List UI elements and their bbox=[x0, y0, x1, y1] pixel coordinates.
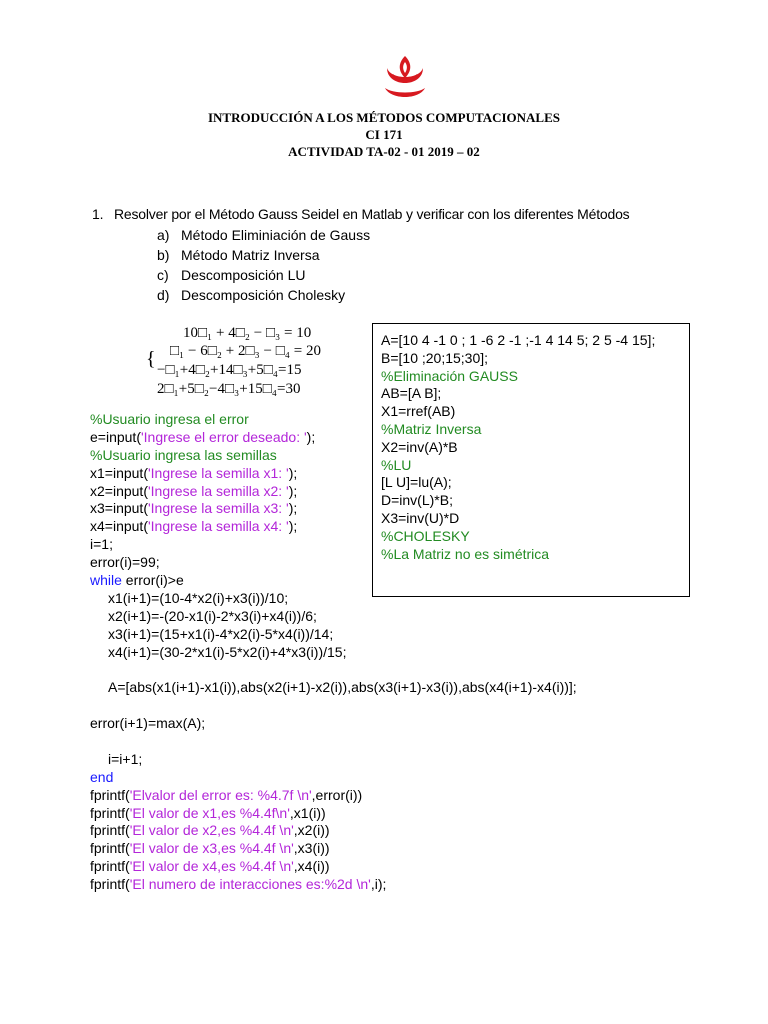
code-keyword: end bbox=[90, 768, 114, 785]
code-line: x4(i+1)=(30-2*x1(i)-5*x2(i)+4*x3(i))/15; bbox=[108, 643, 347, 660]
equation-3: −□₁+4□₂+14□₃+5□₄=15 bbox=[157, 362, 302, 378]
code-line: A=[10 4 -1 0 ; 1 -6 2 -1 ;-1 4 14 5; 2 5 -4 15]; bbox=[381, 332, 656, 348]
code-text: fprintf( bbox=[90, 840, 130, 857]
code-text: fprintf( bbox=[90, 822, 130, 839]
code-comment: %Usuario ingresa las semillas bbox=[90, 446, 277, 463]
code-text: ,x4(i)) bbox=[293, 858, 330, 875]
option-text: Descomposición Cholesky bbox=[181, 287, 346, 303]
code-line bbox=[90, 822, 577, 840]
code-line bbox=[90, 429, 577, 447]
code-text: x3=input( bbox=[90, 500, 148, 517]
code-line: X2=inv(A)*B bbox=[381, 438, 458, 455]
option-letter: b) bbox=[157, 247, 170, 263]
code-text: ); bbox=[288, 482, 298, 499]
equation-system-brace: { bbox=[146, 348, 156, 370]
code-string: 'El valor de x1,es %4.4f\n' bbox=[129, 804, 290, 821]
code-line: [L U]=lu(A); bbox=[381, 474, 452, 491]
code-text: x2=input( bbox=[90, 482, 148, 499]
code-line bbox=[90, 876, 577, 894]
code-line bbox=[90, 465, 577, 483]
code-line bbox=[90, 518, 577, 536]
option-c bbox=[157, 267, 306, 283]
option-letter: c) bbox=[157, 267, 169, 283]
equation-1: 10□₁ + 4□₂ − □₃ = 10 bbox=[183, 325, 312, 341]
code-line: i=i+1; bbox=[108, 750, 143, 767]
code-line bbox=[90, 805, 577, 823]
university-logo-icon bbox=[381, 54, 429, 102]
gauss-seidel-code bbox=[90, 411, 577, 894]
equation-2: □₁ − 6□₂ + 2□₃ − □₄ = 20 bbox=[170, 343, 321, 359]
code-text: ); bbox=[288, 518, 298, 535]
code-string: 'El valor de x2,es %4.4f \n' bbox=[129, 822, 294, 839]
code-text: ,error(i)) bbox=[311, 786, 363, 803]
code-line bbox=[90, 572, 577, 590]
option-text: Método Matriz Inversa bbox=[181, 247, 320, 263]
code-text: ); bbox=[306, 428, 316, 445]
code-line bbox=[90, 483, 577, 501]
code-text: fprintf( bbox=[90, 804, 130, 821]
code-string: 'Ingrese la semilla x2: ' bbox=[147, 482, 289, 499]
code-line: X3=inv(U)*D bbox=[381, 509, 460, 526]
code-comment: %Usuario ingresa el error bbox=[90, 411, 249, 427]
code-string: 'Elvalor del error es: %4.7f \n' bbox=[129, 786, 312, 803]
task-number: 1. bbox=[92, 206, 104, 222]
option-text: Descomposición LU bbox=[181, 267, 306, 283]
activity-title: ACTIVIDAD TA-02 - 01 2019 – 02 bbox=[288, 144, 480, 159]
code-text: ,x1(i)) bbox=[289, 804, 326, 821]
code-line: D=inv(L)*B; bbox=[381, 492, 453, 509]
option-text: Método Eliminiación de Gauss bbox=[181, 227, 371, 243]
code-string: 'El numero de interacciones es:%2d \n' bbox=[129, 876, 371, 893]
code-comment: %LU bbox=[381, 456, 412, 473]
code-string: 'El valor de x3,es %4.4f \n' bbox=[129, 840, 294, 857]
code-comment: %Matriz Inversa bbox=[381, 420, 482, 437]
option-a bbox=[157, 227, 370, 243]
document-title: INTRODUCCIÓN A LOS MÉTODOS COMPUTACIONALES bbox=[207, 110, 560, 125]
equation-4: 2□₁+5□₂−4□₃+15□₄=30 bbox=[157, 381, 301, 397]
code-text: ,i); bbox=[370, 876, 387, 893]
code-text: error(i)>e bbox=[121, 572, 184, 589]
code-line: x1(i+1)=(10-4*x2(i)+x3(i))/10; bbox=[108, 589, 289, 606]
code-string: 'Ingrese la semilla x1: ' bbox=[147, 464, 289, 481]
option-letter: d) bbox=[157, 287, 170, 303]
code-keyword: while bbox=[90, 572, 122, 589]
code-line bbox=[90, 840, 577, 858]
code-comment: %La Matriz no es simétrica bbox=[381, 545, 550, 562]
code-text: x4=input( bbox=[90, 518, 148, 535]
code-text: ,x2(i)) bbox=[293, 822, 330, 839]
code-comment: %Eliminación GAUSS bbox=[381, 367, 518, 384]
code-string: 'Ingrese la semilla x4: ' bbox=[147, 518, 289, 535]
option-b bbox=[157, 247, 320, 263]
code-line bbox=[90, 787, 577, 805]
code-string: 'Ingrese la semilla x3: ' bbox=[147, 500, 289, 517]
task-statement bbox=[92, 206, 629, 222]
code-line: x2(i+1)=-(20-x1(i)-2*x3(i)+x4(i))/6; bbox=[108, 607, 317, 624]
code-line: error(i+1)=max(A); bbox=[90, 715, 206, 732]
code-text: ,x3(i)) bbox=[293, 840, 330, 857]
code-text: x1=input( bbox=[90, 464, 148, 481]
code-line: AB=[A B]; bbox=[381, 385, 442, 402]
blank-line bbox=[90, 733, 577, 751]
code-line: x3(i+1)=(15+x1(i)-4*x2(i)-5*x4(i))/14; bbox=[108, 625, 334, 642]
code-line: A=[abs(x1(i+1)-x1(i)),abs(x2(i+1)-x2(i)),abs(x3(i+1)-x3(i)),abs(x4(i+1)-x4(i))]; bbox=[108, 679, 577, 696]
code-comment: %CHOLESKY bbox=[381, 527, 470, 544]
option-letter: a) bbox=[157, 227, 170, 243]
code-string: 'Ingrese el error deseado: ' bbox=[140, 428, 307, 445]
code-text: fprintf( bbox=[90, 876, 130, 893]
code-text: fprintf( bbox=[90, 786, 130, 803]
code-line: i=1; bbox=[90, 536, 113, 553]
course-code: CI 171 bbox=[365, 127, 403, 142]
code-text: fprintf( bbox=[90, 858, 130, 875]
blank-line bbox=[90, 697, 577, 715]
blank-line bbox=[90, 661, 577, 679]
code-string: 'El valor de x4,es %4.4f \n' bbox=[129, 858, 294, 875]
code-line: error(i)=99; bbox=[90, 554, 160, 571]
code-text: ); bbox=[288, 464, 298, 481]
option-d bbox=[157, 287, 345, 303]
code-text: ); bbox=[288, 500, 298, 517]
code-text: e=input( bbox=[90, 428, 141, 445]
code-line: X1=rref(AB) bbox=[381, 403, 456, 420]
code-line: B=[10 ;20;15;30]; bbox=[381, 349, 489, 366]
task-text: Resolver por el Método Gauss Seidel en Matlab y verificar con los diferentes Métodos bbox=[114, 206, 630, 222]
code-line bbox=[90, 500, 577, 518]
code-line bbox=[90, 858, 577, 876]
